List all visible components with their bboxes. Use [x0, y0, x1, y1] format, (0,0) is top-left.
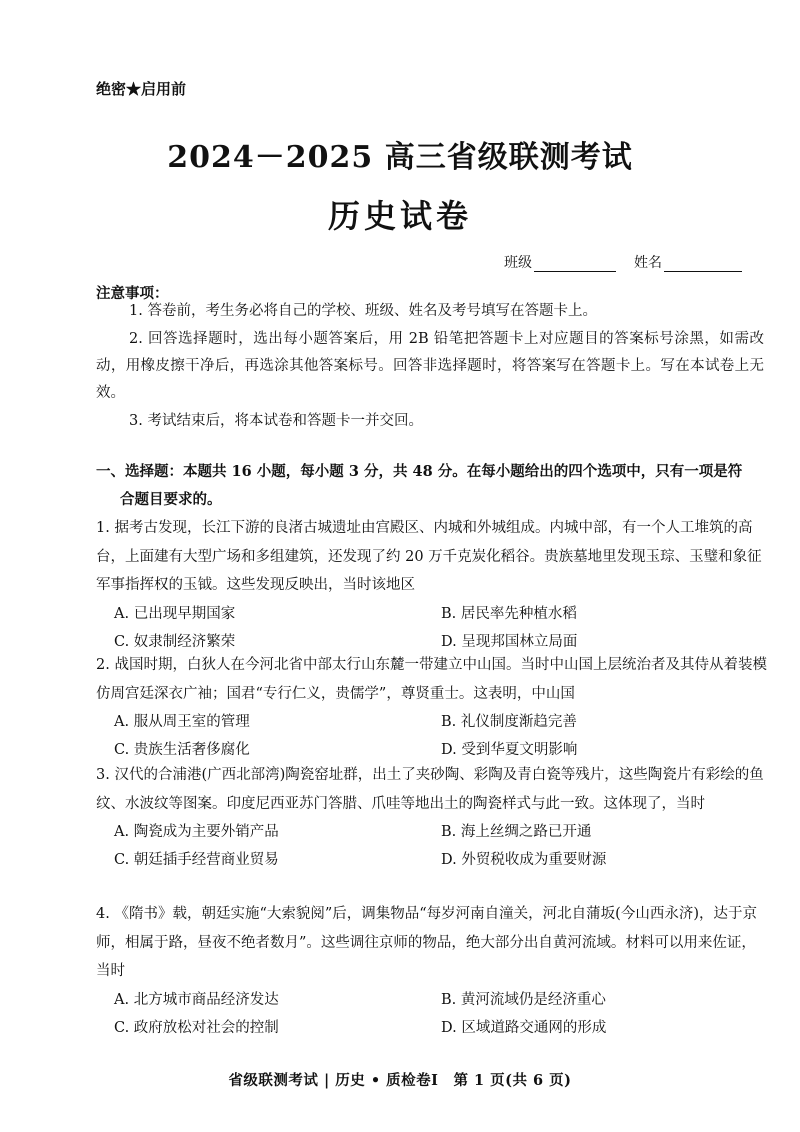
- question-3-options-row1: [96, 818, 768, 846]
- question-2-option-c: C. 贵族生活奢侈腐化: [114, 742, 250, 758]
- question-4-option-a: A. 北方城市商品经济发达: [114, 991, 279, 1008]
- question-3-option-a: A. 陶瓷成为主要外销产品: [114, 824, 279, 840]
- question-1-stem: 1. 据考古发现，长江下游的良渚古城遗址由宫殿区、内城和外城组成。内城中部，有一个人工堆筑的高台，上面建有大型广场和多组建筑，还发现了约 20 万千克炭化稻谷。贵族墓地里发现玉琮、玉璧和象征军事指挥权的玉钺。这些发现反映出，当时该地区: [96, 520, 762, 593]
- section-heading: [96, 458, 768, 514]
- question-4-option-d: D. 区域道路交通网的形成: [441, 1019, 607, 1036]
- question-2-option-d: D. 受到华夏文明影响: [441, 742, 578, 758]
- question-3: [96, 761, 768, 874]
- notice-item-2: 2. 回答选择题时，选出每小题答案后，用 2B 铅笔把答题卡上对应题目的答案标号涂黑，如需改动，用橡皮擦干净后，再选涂其他答案标号。回答非选择题时，将答案写在答题卡上。写在本试卷上无效。: [96, 331, 764, 401]
- question-4: [96, 900, 768, 1042]
- name-field: [634, 252, 742, 272]
- question-1-option-b: B. 居民率先种植水稻: [441, 605, 577, 622]
- question-2: [96, 651, 768, 764]
- class-blank: [534, 257, 616, 272]
- student-fields: [504, 252, 742, 272]
- page-footer: 省级联测考试 | 历史 • 质检卷Ⅰ 第 1 页(共 6 页): [228, 1072, 572, 1089]
- notice-heading: 注意事项：: [96, 285, 169, 302]
- question-4-option-b: B. 黄河流域仍是经济重心: [441, 991, 606, 1008]
- notice-item-3: 3. 考试结束后，将本试卷和答题卡一并交回。: [129, 413, 423, 429]
- question-1-option-d: D. 呈现邦国林立局面: [441, 633, 578, 650]
- question-1-option-a: A. 已出现早期国家: [114, 605, 236, 622]
- question-2-options-row2: [96, 736, 768, 764]
- question-3-option-b: B. 海上丝绸之路已开通: [441, 824, 592, 840]
- name-blank: [664, 257, 742, 272]
- notice-item-1: 1. 答卷前，考生务必将自己的学校、班级、姓名及考号填写在答题卡上。: [129, 303, 597, 319]
- question-4-option-c: C. 政府放松对社会的控制: [114, 1019, 279, 1036]
- exam-title: 2024－2025 高三省级联测考试: [167, 140, 633, 175]
- exam-subtitle: 历史试卷: [327, 197, 472, 235]
- question-1-options-row1: [96, 600, 768, 628]
- question-1: [96, 514, 768, 656]
- question-2-options-row1: [96, 708, 768, 736]
- question-3-option-d: D. 外贸税收成为重要财源: [441, 852, 607, 868]
- confidential-label: 绝密★启用前: [96, 80, 187, 98]
- question-3-options-row2: [96, 846, 768, 874]
- question-4-options-row1: [96, 986, 768, 1014]
- question-4-options-row2: [96, 1014, 768, 1042]
- section-heading-line1: 一、选择题：本题共 16 小题，每小题 3 分，共 48 分。在每小题给出的四个选项中，只有一项是符: [96, 463, 743, 480]
- name-label: 姓名: [634, 255, 662, 271]
- class-field: [504, 252, 616, 272]
- section-heading-line2: 合题目要求的。: [120, 491, 222, 508]
- question-3-option-c: C. 朝廷插手经营商业贸易: [114, 852, 279, 868]
- question-1-option-c: C. 奴隶制经济繁荣: [114, 633, 236, 650]
- question-2-option-b: B. 礼仪制度渐趋完善: [441, 714, 577, 730]
- question-3-stem: 3. 汉代的合浦港(广西北部湾)陶瓷窑址群，出土了夹砂陶、彩陶及青白瓷等残片，这些陶瓷片有彩绘的鱼纹、水波纹等图案。印度尼西亚苏门答腊、爪哇等地出土的陶瓷样式与此一致。这体现了，当时: [96, 767, 764, 812]
- question-4-stem: 4. 《隋书》载，朝廷实施“大索貌阅”后，调集物品“每岁河南自潼关，河北自蒲坂(今山西永济)，达于京师，相属于路，昼夜不绝者数月”。这些调往京师的物品，绝大部分出自黄河流域。材料可以用来佐证，当时: [96, 906, 757, 979]
- question-2-option-a: A. 服从周王室的管理: [114, 714, 250, 730]
- question-2-stem: 2. 战国时期，白狄人在今河北省中部太行山东麓一带建立中山国。当时中山国上层统治者及其侍从着装模仿周宫廷深衣广袖；国君“专行仁义，贵儒学”，尊贤重士。这表明，中山国: [96, 657, 767, 702]
- class-label: 班级: [504, 255, 532, 271]
